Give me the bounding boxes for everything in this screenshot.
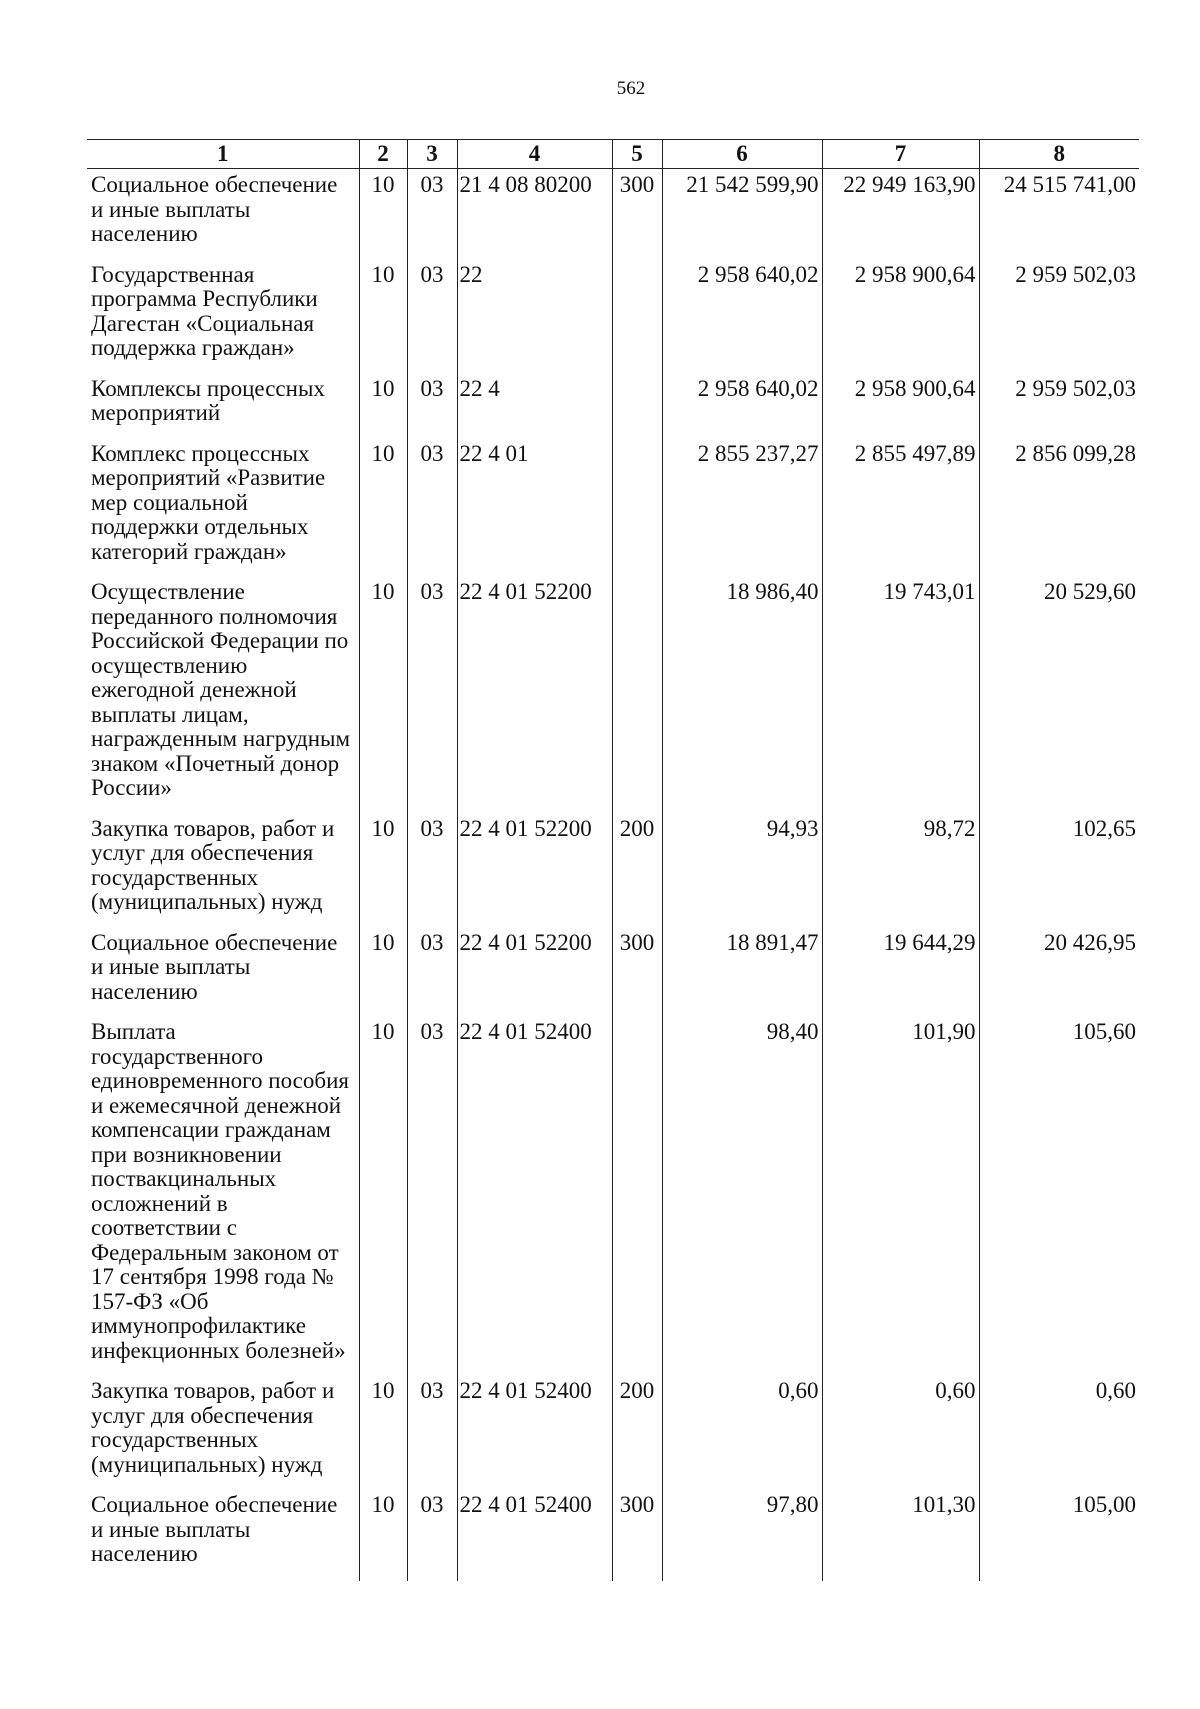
row-expense-type: 200: [612, 1375, 662, 1489]
row-amount-year-3: 20 529,60: [979, 576, 1139, 813]
row-amount-year-2: 19 743,01: [822, 576, 979, 813]
row-amount-year-2: 98,72: [822, 813, 979, 927]
row-name: Социальное обеспечение и иные выплаты населению: [91, 929, 338, 1004]
row-subsection: 03: [407, 813, 457, 927]
row-expense-type: [612, 373, 662, 438]
row-amount-year-1: 21 542 599,90: [662, 169, 822, 259]
row-target-article: 22 4 01 52200: [457, 576, 612, 813]
row-section: 10: [359, 438, 407, 577]
row-section: 10: [359, 259, 407, 373]
row-target-article: 22 4 01 52400: [457, 1016, 612, 1375]
row-amount-year-1: 18 891,47: [662, 927, 822, 1017]
row-subsection: 03: [407, 373, 457, 438]
row-name: Осуществление переданного полномочия Российской Федерации по осуществлению ежегодной денежной выплаты лицам, награжденным нагрудным знаком «Почетный донор России»: [91, 579, 351, 800]
row-section: 10: [359, 1016, 407, 1375]
table-row: [87, 1375, 1139, 1489]
row-name: Социальное обеспечение и иные выплаты населению: [91, 172, 338, 246]
header-cell-7: 7: [822, 140, 979, 169]
row-expense-type: 300: [612, 169, 662, 259]
table-row: [87, 1489, 1139, 1581]
row-subsection: 03: [407, 259, 457, 373]
row-section: 10: [359, 1375, 407, 1489]
row-amount-year-3: 2 959 502,03: [979, 373, 1139, 438]
row-target-article: 22 4 01 52400: [457, 1489, 612, 1581]
row-amount-year-2: 101,30: [822, 1489, 979, 1581]
row-expense-type: 200: [612, 813, 662, 927]
header-cell-6: 6: [662, 140, 822, 169]
row-expense-type: [612, 438, 662, 577]
row-amount-year-2: 2 958 900,64: [822, 373, 979, 438]
row-target-article: 22 4 01 52200: [457, 813, 612, 927]
row-target-article: 22 4: [457, 373, 612, 438]
row-amount-year-3: 20 426,95: [979, 927, 1139, 1017]
row-target-article: 22 4 01 52400: [457, 1375, 612, 1489]
row-subsection: 03: [407, 438, 457, 577]
row-amount-year-2: 22 949 163,90: [822, 169, 979, 259]
row-amount-year-3: 102,65: [979, 813, 1139, 927]
row-amount-year-2: 101,90: [822, 1016, 979, 1375]
row-section: 10: [359, 576, 407, 813]
row-subsection: 03: [407, 576, 457, 813]
row-section: 10: [359, 927, 407, 1017]
row-expense-type: [612, 1016, 662, 1375]
row-subsection: 03: [407, 1016, 457, 1375]
row-name: Государственная программа Республики Дагестан «Социальная поддержка граждан»: [91, 261, 318, 360]
row-section: 10: [359, 373, 407, 438]
row-subsection: 03: [407, 927, 457, 1017]
row-amount-year-1: 98,40: [662, 1016, 822, 1375]
row-amount-year-2: 19 644,29: [822, 927, 979, 1017]
row-amount-year-1: 2 958 640,02: [662, 373, 822, 438]
row-expense-type: [612, 259, 662, 373]
row-amount-year-2: 2 855 497,89: [822, 438, 979, 577]
row-name: Социальное обеспечение и иные выплаты населению: [91, 1492, 338, 1566]
row-section: 10: [359, 1489, 407, 1581]
header-cell-3: 3: [407, 140, 457, 169]
row-expense-type: 300: [612, 927, 662, 1017]
table-row: [87, 1016, 1139, 1375]
row-amount-year-1: 0,60: [662, 1375, 822, 1489]
row-section: 10: [359, 169, 407, 259]
row-name: Закупка товаров, работ и услуг для обеспечения государственных (муниципальных) нужд: [91, 1378, 335, 1477]
row-amount-year-2: 0,60: [822, 1375, 979, 1489]
header-cell-5: 5: [612, 140, 662, 169]
table-row: [87, 259, 1139, 373]
table-row: [87, 813, 1139, 927]
row-amount-year-3: 2 856 099,28: [979, 438, 1139, 577]
row-amount-year-2: 2 958 900,64: [822, 259, 979, 373]
header-row: [87, 140, 1139, 169]
row-name: Комплекс процессных мероприятий «Развитие мер социальной поддержки отдельных категорий граждан»: [91, 440, 326, 564]
row-amount-year-1: 97,80: [662, 1489, 822, 1581]
row-amount-year-1: 18 986,40: [662, 576, 822, 813]
row-target-article: 22 4 01 52200: [457, 927, 612, 1017]
row-expense-type: 300: [612, 1489, 662, 1581]
table-row: [87, 438, 1139, 577]
table-row: [87, 373, 1139, 438]
row-subsection: 03: [407, 1375, 457, 1489]
row-subsection: 03: [407, 1489, 457, 1581]
budget-table: [87, 139, 1139, 1581]
row-name: Комплексы процессных мероприятий: [91, 375, 325, 425]
table-row: [87, 927, 1139, 1017]
table-row: [87, 576, 1139, 813]
table-row: [87, 169, 1139, 259]
row-subsection: 03: [407, 169, 457, 259]
header-cell-4: 4: [457, 140, 612, 169]
row-amount-year-3: 105,60: [979, 1016, 1139, 1375]
page-number: 562: [616, 78, 646, 99]
row-amount-year-3: 0,60: [979, 1375, 1139, 1489]
row-amount-year-3: 2 959 502,03: [979, 259, 1139, 373]
row-amount-year-3: 105,00: [979, 1489, 1139, 1581]
header-cell-1: 1: [87, 140, 359, 169]
header-cell-2: 2: [359, 140, 407, 169]
row-expense-type: [612, 576, 662, 813]
row-target-article: 22: [457, 259, 612, 373]
row-name: Выплата государственного единовременного пособия и ежемесячной денежной компенсации гражданам при возникновении поствакцинальных осложнений в соответствии с Федеральным законом от 17 сентября 1998 года № 157-ФЗ «Об иммунопрофилактике инфекционных болезней»: [91, 1019, 349, 1363]
row-target-article: 21 4 08 80200: [457, 169, 612, 259]
row-amount-year-1: 2 855 237,27: [662, 438, 822, 577]
row-target-article: 22 4 01: [457, 438, 612, 577]
row-amount-year-3: 24 515 741,00: [979, 169, 1139, 259]
row-name: Закупка товаров, работ и услуг для обеспечения государственных (муниципальных) нужд: [91, 815, 335, 914]
row-section: 10: [359, 813, 407, 927]
row-amount-year-1: 94,93: [662, 813, 822, 927]
row-amount-year-1: 2 958 640,02: [662, 259, 822, 373]
header-cell-8: 8: [979, 140, 1139, 169]
